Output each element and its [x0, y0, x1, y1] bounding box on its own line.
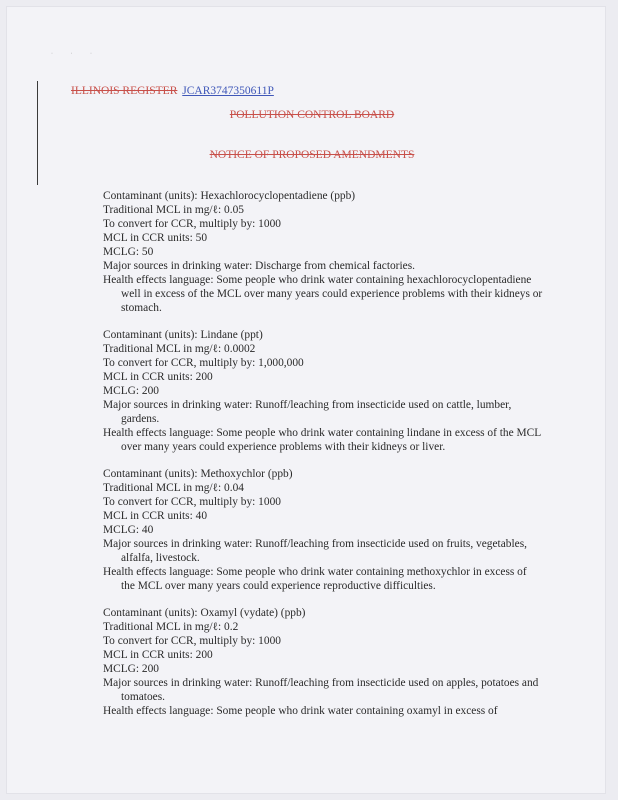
contaminant-entry	[103, 467, 543, 593]
ccr-conversion: To convert for CCR, multiply by: 1000	[103, 218, 281, 230]
health-effects: Health effects language: Some people who drink water containing lindane in excess of the MCL over many years could experience problems with their kidneys or liver.	[103, 427, 541, 453]
major-sources: Major sources in drinking water: Runoff/leaching from insecticide used on cattle, lumber, gardens.	[103, 399, 512, 425]
margin-change-bar	[37, 81, 38, 185]
mclg: MCLG: 200	[103, 663, 160, 675]
contaminant-list	[103, 189, 543, 731]
mcl-ccr-units: MCL in CCR units: 200	[103, 371, 213, 383]
contaminant-units: Contaminant (units): Lindane (ppt)	[103, 329, 263, 341]
traditional-mcl: Traditional MCL in mg/ℓ: 0.0002	[103, 343, 256, 355]
mclg: MCLG: 200	[103, 385, 160, 397]
board-heading	[7, 109, 605, 121]
scan-specks: · · ·	[51, 51, 100, 57]
health-effects: Health effects language: Some people who drink water containing hexachlorocyclopentadiene well in excess of the MCL over many years could experience problems with their kidneys or stomach.	[103, 274, 543, 314]
contaminant-units: Contaminant (units): Methoxychlor (ppb)	[103, 468, 293, 480]
health-effects: Health effects language: Some people who drink water containing methoxychlor in excess of the MCL over many years could experience reproductive difficulties.	[103, 566, 527, 592]
mclg: MCLG: 50	[103, 246, 154, 258]
traditional-mcl: Traditional MCL in mg/ℓ: 0.04	[103, 482, 244, 494]
mclg: MCLG: 40	[103, 524, 154, 536]
major-sources: Major sources in drinking water: Runoff/leaching from insecticide used on fruits, vegetables, alfalfa, livestock.	[103, 538, 527, 564]
notice-heading	[7, 149, 605, 161]
major-sources: Major sources in drinking water: Runoff/leaching from insecticide used on apples, potatoes and tomatoes.	[103, 677, 539, 703]
register-title: ILLINOIS REGISTER	[71, 85, 178, 97]
mcl-ccr-units: MCL in CCR units: 50	[103, 232, 208, 244]
document-page	[6, 6, 606, 794]
traditional-mcl: Traditional MCL in mg/ℓ: 0.2	[103, 621, 239, 633]
health-effects: Health effects language: Some people who drink water containing oxamyl in excess of	[103, 705, 498, 717]
contaminant-entry	[103, 328, 543, 454]
register-header	[71, 85, 274, 97]
contaminant-units: Contaminant (units): Oxamyl (vydate) (ppb)	[103, 607, 306, 619]
mcl-ccr-units: MCL in CCR units: 200	[103, 649, 213, 661]
contaminant-entry	[103, 606, 543, 718]
ccr-conversion: To convert for CCR, multiply by: 1,000,000	[103, 357, 304, 369]
traditional-mcl: Traditional MCL in mg/ℓ: 0.05	[103, 204, 244, 216]
notice-title: NOTICE OF PROPOSED AMENDMENTS	[209, 149, 415, 161]
contaminant-units: Contaminant (units): Hexachlorocyclopentadiene (ppb)	[103, 190, 356, 202]
contaminant-entry	[103, 189, 543, 315]
jcar-code: JCAR3747350611P	[182, 85, 274, 97]
ccr-conversion: To convert for CCR, multiply by: 1000	[103, 496, 281, 508]
major-sources: Major sources in drinking water: Discharge from chemical factories.	[103, 260, 415, 272]
mcl-ccr-units: MCL in CCR units: 40	[103, 510, 208, 522]
ccr-conversion: To convert for CCR, multiply by: 1000	[103, 635, 281, 647]
board-title: POLLUTION CONTROL BOARD	[229, 109, 395, 121]
